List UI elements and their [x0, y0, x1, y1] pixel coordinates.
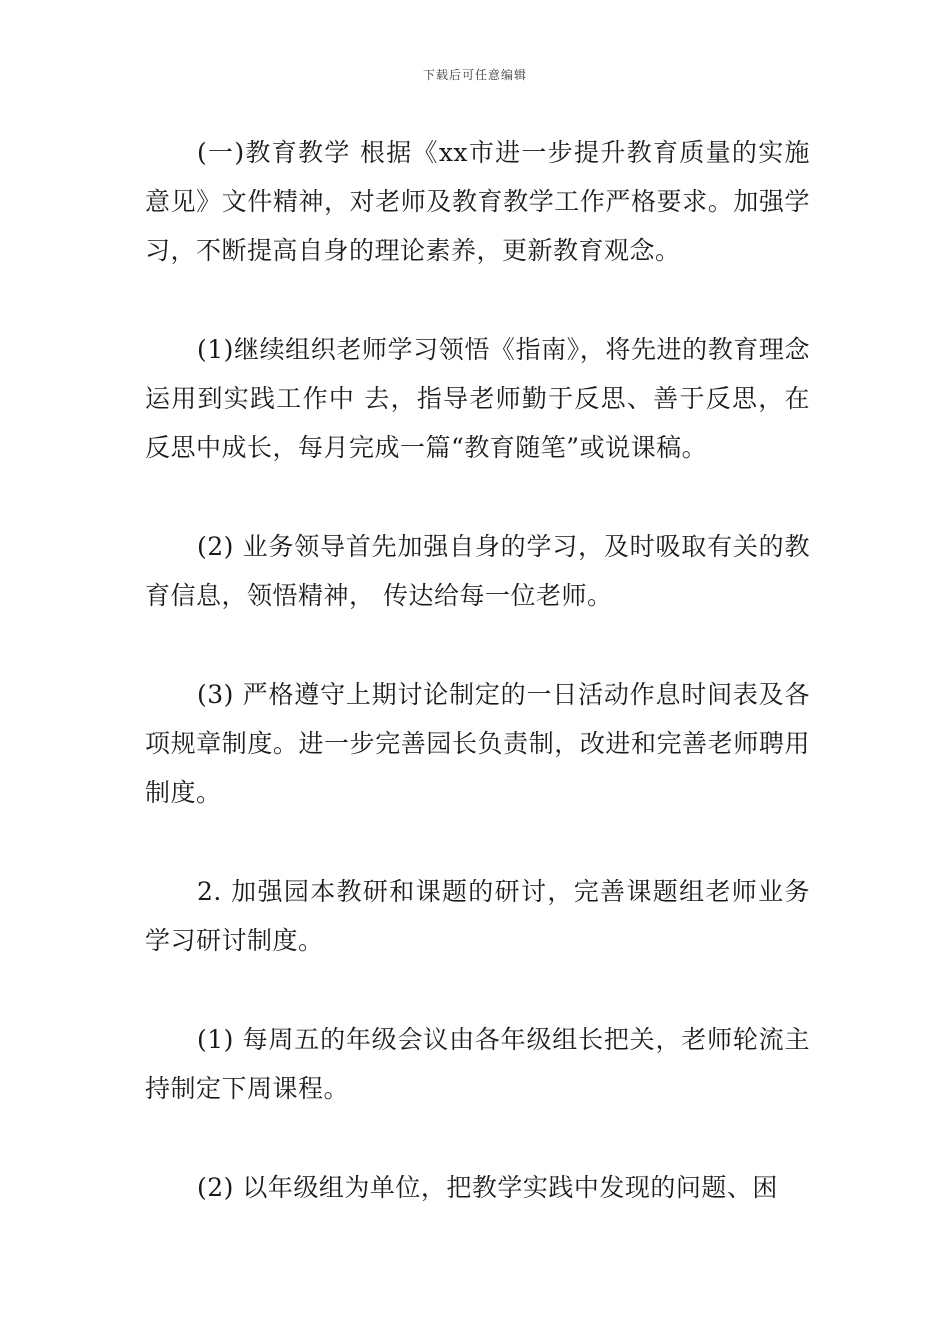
paragraph-education-teaching: (一)教育教学 根据《xx市进一步提升教育质量的实施意见》文件精神，对老师及教育教学工作严格要求。加强学习，不断提高自身的理论素养，更新教育观念。 [145, 138, 810, 265]
paragraph-item-1: (1)继续组织老师学习领悟《指南》，将先进的教育理念运用到实践工作中 去，指导老师勤于反思、善于反思，在反思中成长，每月完成一篇“教育随笔”或说课稿。 [145, 335, 810, 462]
paragraph-section-2-item-1: (1) 每周五的年级会议由各年级组长把关，老师轮流主持制定下周课程。 [145, 1025, 810, 1103]
document-body [145, 128, 810, 1262]
paragraph-section-2-item-2: (2) 以年级组为单位，把教学实践中发现的问题、困 [197, 1173, 778, 1202]
page-header-note: 下载后可任意编辑 [422, 68, 527, 82]
paragraph-item-3: (3) 严格遵守上期讨论制定的一日活动作息时间表及各项规章制度。进一步完善园长负责制，改进和完善老师聘用制度。 [145, 680, 810, 807]
paragraph-item-2: (2) 业务领导首先加强自身的学习，及时吸取有关的教育信息，领悟精神， 传达给每一位老师。 [145, 532, 810, 610]
paragraph-section-2: 2. 加强园本教研和课题的研讨，完善课题组老师业务学习研讨制度。 [145, 877, 810, 955]
